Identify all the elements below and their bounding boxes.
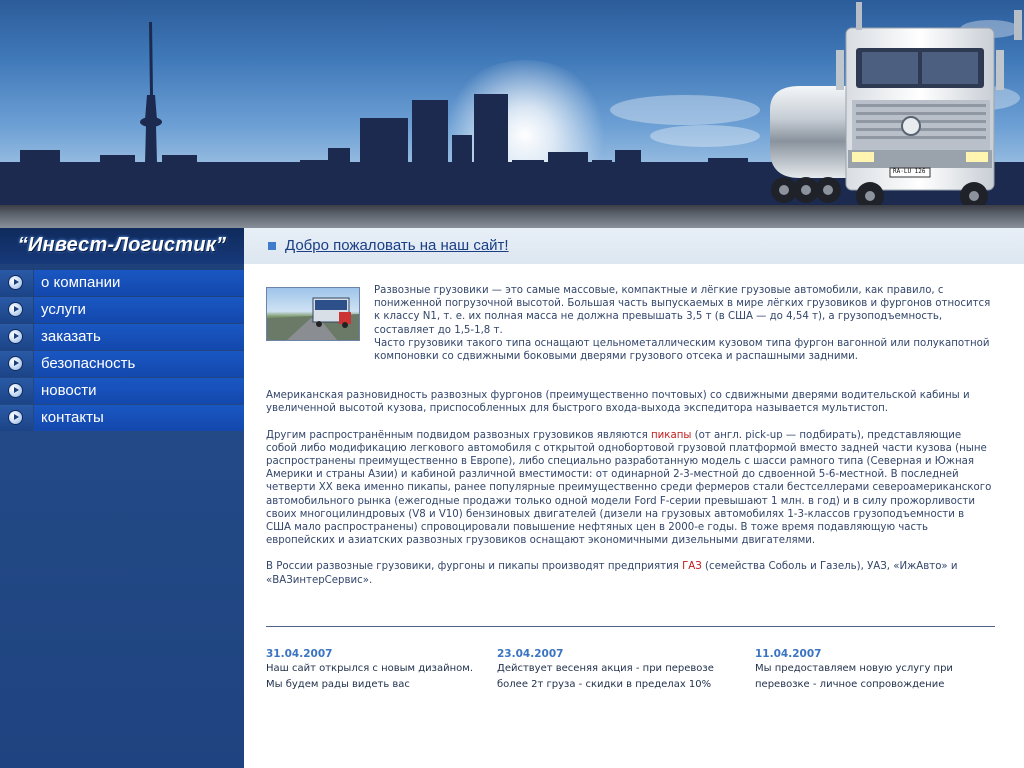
news-text: более 2т груза - скидки в пределах 10%	[497, 678, 712, 690]
news-text: Мы предоставляем новую услугу при	[755, 663, 953, 674]
news-text: Наш сайт открылся с новым дизайном.	[266, 663, 473, 674]
text-fragment: (семейства Соболь и Газель), УАЗ, «ИжАвто» и «ВАЗинтерСервис».	[266, 561, 958, 586]
intro-paragraph-2: Часто грузовики такого типа оснащают цельнометаллическим кузовом типа фургон вагонной или полукапотной компоновки со сдвижными боковыми дверями грузового отсека и распашными задними.	[374, 337, 990, 363]
main-navigation	[0, 270, 244, 432]
nav-item-label: заказать	[34, 324, 244, 350]
news-text: Мы будем рады видеть вас	[266, 678, 410, 690]
divider	[266, 626, 995, 627]
highlight-link-pickups[interactable]: пикапы	[651, 429, 692, 441]
play-arrow-icon	[0, 324, 33, 350]
play-arrow-icon	[0, 378, 33, 404]
paragraph-russia	[266, 560, 992, 586]
header-banner	[0, 0, 1024, 228]
text-fragment: (от англ. pick-up — подбирать), представляющие собой либо модификацию легкового автомобиля с открытой однобортовой грузовой платформой вместо задней части кузова (ныне распространены преимущественно в Европе), либо специально разработанную модель с шасси рамного типа (Северная и Южная Америки и страны Азии) и кабиной различной вместимости: от одинарной 2-3-местной до сдвоенной 5-6-местной. В последней четверти XX века именно пикапы, ранее популярные преимущественно среди фермеров стали бестселлерами североамериканского автомобильного рынка (ежегодные продажи только одной модели Ford F-серии превышают 1 млн. в год) и в силу прожорливости своих многоцилиндровых (V8 и V10) бензиновых двигателей (дизели на грузовых автомобилях 1-3-классов грузоподъемности в США мало распространены) спровоцировали повышение нефтяных цен в 2000-е годы. В тоже время подавляющую часть европейских и азиатских развозных грузовиков оснащают экономичными дизельными двигателями.	[266, 429, 992, 547]
news-item	[497, 647, 714, 692]
intro-paragraph: Развозные грузовики — это самые массовые, компактные и лёгкие грузовые автомобили, как правило, с пониженной погрузочной высотой. Большая часть выпускаемых в мире лёгких грузовиков и фургонов относится к классу N1, т. е. их полная масса не должна превышать 3,5 т (в США — до 4,54 т), а грузоподъемность, составляет до 1,5-1,8 т.	[374, 285, 991, 336]
site-logo[interactable]: “Инвест-Логистик”	[17, 234, 227, 256]
news-date[interactable]: 31.04.2007	[266, 648, 333, 660]
paragraph-pickups	[266, 429, 992, 548]
truck-photo	[266, 287, 360, 341]
nav-item-contacts[interactable]	[0, 405, 244, 431]
news-date[interactable]: 23.04.2007	[497, 648, 564, 660]
nav-item-label: о компании	[34, 270, 244, 296]
play-arrow-icon	[0, 270, 33, 296]
news-item	[755, 647, 953, 692]
play-arrow-icon	[0, 297, 33, 323]
sidebar	[0, 228, 244, 768]
nav-item-services[interactable]	[0, 297, 244, 323]
paragraph-multistop: Американская разновидность развозных фургонов (преимущественно почтовых) со сдвижными дверями водительской кабины и увеличенной высотой кузова, приспособленных для быстрого входа-выхода экспедитора называется мультистоп.	[266, 390, 970, 415]
logo-bar	[0, 228, 244, 264]
highlight-link-gaz[interactable]: ГАЗ	[682, 561, 702, 573]
page-title-link[interactable]: Добро пожаловать на наш сайт!	[285, 237, 509, 254]
news-item	[266, 647, 473, 692]
nav-item-about[interactable]	[0, 270, 244, 296]
truck-illustration	[770, 2, 1022, 210]
nav-item-label: безопасность	[34, 351, 244, 377]
nav-item-label: услуги	[34, 297, 244, 323]
nav-item-security[interactable]	[0, 351, 244, 377]
square-bullet-icon	[268, 242, 276, 250]
play-arrow-icon	[0, 351, 33, 377]
nav-item-label: новости	[34, 378, 244, 404]
nav-item-news[interactable]	[0, 378, 244, 404]
nav-item-label: контакты	[34, 405, 244, 431]
news-text: перевозке - личное сопровождение	[755, 678, 945, 690]
license-plate: RA·LU 126	[893, 168, 926, 175]
news-date[interactable]: 11.04.2007	[755, 648, 822, 660]
play-arrow-icon	[0, 405, 33, 431]
nav-item-order[interactable]	[0, 324, 244, 350]
city-skyline-illustration	[0, 0, 1024, 228]
text-fragment: В России развозные грузовики, фургоны и пикапы производят предприятия	[266, 561, 683, 573]
news-text: Действует весеняя акция - при перевозе	[497, 663, 714, 674]
article-content	[266, 284, 992, 587]
text-fragment: Другим распространённым подвидом развозных грузовиков являются	[266, 429, 652, 441]
road-strip	[0, 205, 1024, 228]
page-title-bar	[244, 228, 1024, 264]
